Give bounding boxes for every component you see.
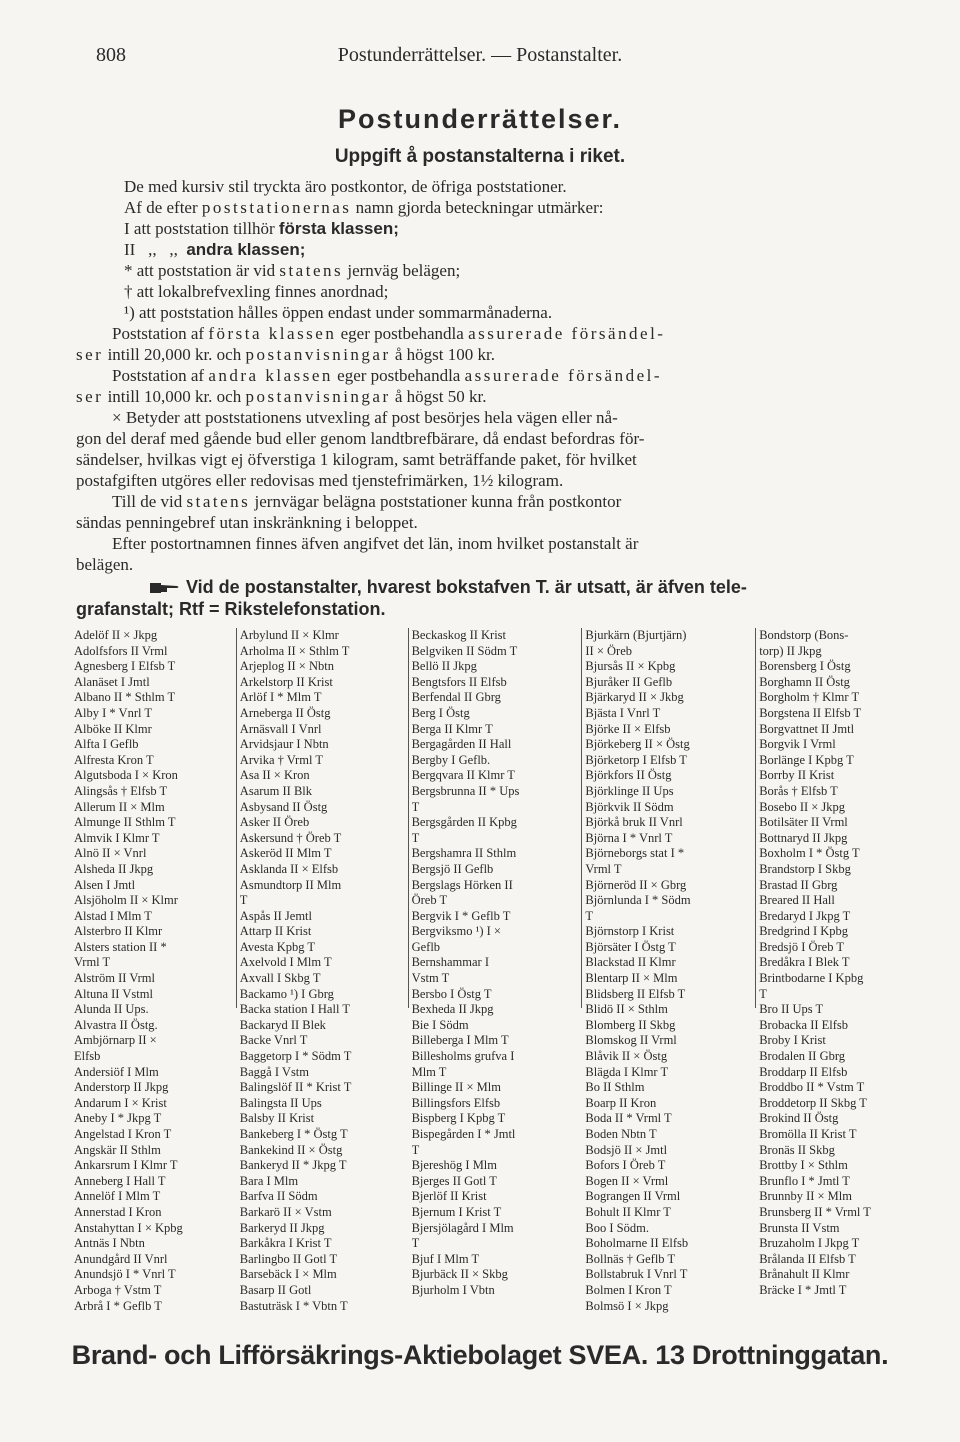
index-entry: Albano II * Sthlm T	[74, 690, 176, 705]
index-entry: Brunsta II Vstm	[759, 1220, 840, 1235]
index-entry: Ankarsrum I Klmr T	[74, 1158, 178, 1173]
index-entry: Asklanda II × Elfsb	[239, 861, 339, 876]
index-entry: Alby I * Vnrl T	[74, 705, 153, 720]
index-entry: Arvika † Vrml T	[239, 752, 323, 767]
index-entry: Brålanda II Elfsb T	[759, 1251, 856, 1266]
index-entry: Bosebo II × Jkpg	[759, 799, 846, 814]
index-entry: Axelvold I Mlm T	[239, 955, 332, 970]
index-entry: Alsen I Jmtl	[74, 877, 136, 892]
intro-line: ser intill 10,000 kr. och postanvisningar å högst 50 kr.	[76, 387, 487, 406]
index-entry: Bispberg I Kpbg T	[411, 1111, 506, 1126]
index-entry: Barkarö II × Vstm	[239, 1204, 332, 1219]
index-entry: Bjernum I Krist T	[411, 1204, 502, 1219]
index-entry: Barlingbo II Gotl T	[239, 1251, 338, 1266]
index-entry: T	[239, 893, 248, 908]
index-entry: Bondstorp (Bons-	[759, 628, 849, 642]
index-entry: Björneborgs stat I *	[585, 846, 685, 861]
index-entry: Asker II Öreb	[239, 815, 310, 830]
index-entry: Bredåkra I Blek T	[759, 955, 850, 970]
index-entry: Belgviken II Södm T	[411, 643, 518, 658]
index-entry: Anneberg I Hall T	[74, 1173, 166, 1188]
index-entry: Bjerges II Gotl T	[411, 1173, 497, 1188]
index-entry: Asa II × Kron	[239, 768, 310, 783]
index-entry: Alvastra II Östg.	[74, 1017, 158, 1032]
index-entry: Backa station I Hall T	[239, 1002, 350, 1017]
index-entry: Björsäter I Östg T	[585, 939, 676, 954]
index-entry: Bankekind II × Östg	[239, 1142, 343, 1157]
index-entry: Björke II × Elfsb	[585, 721, 671, 736]
intro-line: † att lokalbrefvexling finnes anordnad;	[124, 282, 389, 301]
index-entry: Blägda I Klmr T	[585, 1064, 669, 1079]
index-entry: Bernshammar I	[411, 955, 489, 970]
index-entry: Bjerlöf II Krist	[411, 1189, 487, 1204]
index-entry: Berg I Östg	[411, 705, 470, 720]
postal-station-index	[74, 628, 914, 1313]
index-entry: Bispegården I * Jmtl	[411, 1127, 516, 1141]
index-entry: Anstahyttan I × Kpbg	[74, 1220, 183, 1235]
index-entry: Bersbo I Östg T	[411, 986, 492, 1001]
index-entry: Arnäsvall I Vnrl	[239, 721, 322, 736]
telegraph-note	[76, 576, 906, 620]
index-entry: Baggetorp I * Södm T	[239, 1049, 352, 1064]
intro-line: postafgiften utgöres eller redovisas med tjenstefrimärken, 1½ kilogram.	[76, 471, 564, 490]
index-entry: Bastuträsk I * Vbtn T	[239, 1298, 348, 1313]
index-entry: Bergsjö II Geflb	[411, 861, 494, 876]
index-entry: Bromölla II Krist T	[759, 1127, 857, 1141]
intro-line: II ,, ,, andra klassen;	[124, 240, 306, 259]
index-column	[755, 628, 914, 1297]
index-entry: Elfsb	[74, 1049, 101, 1064]
index-column	[408, 628, 582, 1297]
index-entry: Björna I * Vnrl T	[585, 830, 673, 845]
index-entry: Vrml T	[585, 861, 622, 876]
index-entry: Bara I Mlm	[239, 1173, 299, 1188]
index-entry: Björkeberg II × Östg	[585, 737, 690, 752]
index-entry: Blåvik II × Östg	[585, 1049, 668, 1064]
index-entry: Brånahult II Klmr	[759, 1267, 850, 1282]
index-entry: Barkåkra I Krist T	[239, 1236, 332, 1251]
index-entry: Bergsbrunna II * Ups	[411, 783, 520, 798]
index-entry: Boxholm I * Östg T	[759, 846, 860, 861]
index-entry: Backaryd II Blek	[239, 1017, 326, 1032]
running-head: Postunderrättelser. — Postanstalter.	[337, 44, 623, 66]
index-entry: Borlänge I Kpbg T	[759, 752, 854, 767]
index-entry: Björneröd II × Gbrg	[585, 877, 687, 892]
index-entry: Balingslöf II * Krist T	[239, 1080, 352, 1095]
index-entry: Attarp II Krist	[239, 924, 312, 939]
footer-advertisement: Brand- och Lifförsäkrings-Aktiebolaget SVEA. 13 Drottninggatan.	[71, 1340, 889, 1370]
index-entry: Blomberg II Skbg	[585, 1017, 676, 1032]
index-entry: Bankeryd II * Jkpg T	[239, 1158, 347, 1173]
intro-line: Efter postortnamnen finnes äfven angifvet det län, inom hvilket postanstalt är	[112, 534, 639, 553]
index-entry: Arbrå I * Geflb T	[74, 1298, 162, 1313]
index-entry: Alsters station II *	[74, 939, 167, 954]
index-entry: Annerstad I Kron	[74, 1204, 162, 1219]
index-entry: Broby I Krist	[759, 1033, 826, 1048]
index-entry: Bankeberg I * Östg T	[239, 1127, 348, 1141]
pointing-hand-icon	[150, 581, 180, 595]
index-entry: Billinge II × Mlm	[411, 1080, 501, 1095]
section-title: Postunderrättelser.	[337, 104, 623, 134]
index-entry: Arbylund II × Klmr	[239, 628, 339, 642]
index-entry: Brandstorp I Skbg	[759, 861, 851, 876]
index-entry: Björkfors II Östg	[585, 768, 672, 783]
index-entry: Asbysand II Östg	[239, 799, 328, 814]
index-entry: Aneby I * Jkpg T	[74, 1111, 162, 1126]
index-entry: Breared II Hall	[759, 893, 835, 908]
index-entry: Asmundtorp II Mlm	[239, 877, 342, 892]
index-entry: Algutsboda I × Kron	[74, 768, 178, 783]
intro-line: I att poststation tillhör första klassen;	[124, 219, 399, 238]
index-entry: Alstad I Mlm T	[74, 908, 152, 923]
index-entry: Borås † Elfsb T	[759, 783, 838, 798]
index-entry: Antnäs I Nbtn	[74, 1236, 145, 1251]
index-entry: Arneberga II Östg	[239, 705, 331, 720]
index-entry: Ambjörnarp II ×	[74, 1033, 157, 1048]
index-entry: Anderstorp II Jkpg	[74, 1080, 169, 1095]
intro-line: Poststation af andra klassen eger postbehandla assurerade försändel-	[112, 366, 663, 385]
index-entry: Bodsjö II × Jmtl	[585, 1142, 668, 1157]
index-entry: Björnstorp I Krist	[585, 924, 675, 939]
index-entry: Bergslags Hörken II	[411, 877, 513, 892]
page-number: 808	[96, 44, 126, 66]
index-entry: Barsebäck I × Mlm	[239, 1267, 337, 1282]
index-entry: Arlöf I * Mlm T	[239, 690, 322, 705]
index-entry: Alfta I Geflb	[74, 737, 139, 752]
index-entry: Bredaryd I Jkpg T	[759, 908, 851, 923]
index-column	[236, 628, 408, 1313]
index-entry: Brintbodarne I Kpbg	[759, 971, 864, 986]
index-entry: Brokind II Östg	[759, 1111, 839, 1126]
index-entry: Avesta Kpbg T	[239, 939, 316, 954]
index-column	[74, 628, 236, 1313]
index-entry: Bogen II × Vrml	[585, 1173, 669, 1188]
index-entry: Bredgrind I Kpbg	[759, 924, 849, 939]
index-entry: Arholma II × Sthlm T	[239, 643, 350, 658]
index-entry: Adolfsfors II Vrml	[74, 643, 168, 658]
index-entry: Björketorp I Elfsb T	[585, 752, 687, 767]
index-entry: Boholmarne II Elfsb	[585, 1236, 689, 1251]
index-entry: Askersund † Öreb T	[239, 830, 342, 845]
index-entry: Bolmen I Kron T	[585, 1282, 672, 1297]
index-entry: Borrby II Krist	[759, 768, 835, 783]
index-entry: Andarum I × Krist	[74, 1095, 167, 1110]
index-entry: Bjursås II × Kpbg	[585, 659, 676, 674]
index-entry: Borghamn II Östg	[759, 674, 850, 689]
index-entry: Bollstabruk I Vnrl T	[585, 1267, 688, 1282]
index-entry: Aspås II Jemtl	[239, 908, 313, 923]
index-entry: Borgvattnet II Jmtl	[759, 721, 855, 736]
index-entry: Bottnaryd II Jkpg	[759, 830, 848, 845]
index-entry: Andersiöf I Mlm	[74, 1064, 159, 1079]
index-entry: Bjurholm I Vbtn	[411, 1282, 495, 1297]
index-entry: Askeröd II Mlm T	[239, 846, 332, 861]
index-entry: II × Öreb	[585, 643, 633, 658]
index-entry: Brunnby II × Mlm	[759, 1189, 852, 1204]
index-entry: Bjuf I Mlm T	[411, 1251, 480, 1266]
index-entry: Almvik I Klmr T	[74, 830, 160, 845]
index-entry: Alström II Vrml	[74, 971, 155, 986]
index-entry: Arjeplog II × Nbtn	[239, 659, 334, 674]
index-entry: Öreb T	[411, 893, 448, 908]
index-entry: Bjästa I Vnrl T	[585, 705, 661, 720]
index-entry: Vrml T	[74, 955, 111, 970]
index-entry: Bergvik I * Geflb T	[411, 908, 511, 923]
index-entry: Asarum II Blk	[239, 783, 313, 798]
index-entry: Boden Nbtn T	[585, 1127, 657, 1141]
index-entry: Alsheda II Jkpg	[74, 861, 154, 876]
index-entry: Baggå I Vstm	[239, 1064, 310, 1079]
index-entry: Bjereshög I Mlm	[411, 1158, 498, 1173]
index-entry: Bjärkaryd II × Jkbg	[585, 690, 684, 705]
intro-line: ser intill 20,000 kr. och postanvisningar å högst 100 kr.	[76, 345, 495, 364]
index-entry: Backamo ¹) I Gbrg	[239, 986, 334, 1001]
index-entry: Bergagården II Hall	[411, 737, 512, 752]
index-entry: Billingsfors Elfsb	[411, 1095, 501, 1110]
index-entry: Broddbo II * Vstm T	[759, 1080, 865, 1095]
index-entry: T	[411, 830, 420, 845]
index-entry: Blentarp II × Mlm	[585, 971, 678, 986]
index-entry: Botilsäter II Vrml	[759, 815, 848, 830]
index-entry: Bengtsfors II Elfsb	[411, 674, 507, 689]
index-entry: Brottby I × Sthlm	[759, 1158, 848, 1173]
index-entry: Anundgård II Vnrl	[74, 1251, 168, 1266]
telegraph-line: Vid de postanstalter, hvarest bokstafven T. är utsatt, är äfven tele-	[76, 576, 906, 598]
index-entry: Vstm T	[411, 971, 450, 986]
index-entry: Bronäs II Skbg	[759, 1142, 835, 1157]
index-entry: Beckaskog II Krist	[411, 628, 507, 642]
index-entry: Borensberg I Östg	[759, 659, 851, 674]
index-entry: Borgholm † Klmr T	[759, 690, 860, 705]
index-entry: Billesholms grufva I	[411, 1049, 515, 1064]
index-entry: T	[759, 986, 767, 1001]
intro-line: gon del deraf med gående bud eller genom landtbrefbärare, då endast befordras för-	[76, 429, 645, 448]
index-entry: Agnesberg I Elfsb T	[74, 659, 176, 674]
index-entry: Geflb	[411, 939, 441, 954]
index-entry: Brobacka II Elfsb	[759, 1017, 849, 1032]
index-entry: Angelstad I Kron T	[74, 1127, 172, 1141]
intro-line: * att poststation är vid statens jernväg belägen;	[124, 261, 461, 280]
intro-line: Poststation af första klassen eger postbehandla assurerade försändel-	[112, 324, 666, 343]
index-entry: Bexheda II Jkpg	[411, 1002, 494, 1017]
index-entry: Almunge II Sthlm T	[74, 815, 176, 830]
index-entry: Brodalen II Gbrg	[759, 1049, 846, 1064]
index-entry: Bergby I Geflb.	[411, 752, 491, 767]
index-entry: Boo I Södm.	[585, 1220, 649, 1235]
index-entry: Blidö II × Sthlm	[585, 1002, 668, 1017]
intro-line: De med kursiv stil tryckta äro postkontor, de öfriga poststationer.	[124, 177, 567, 196]
index-entry: Arkelstorp II Krist	[239, 674, 333, 689]
index-entry: Alsjöholm II × Klmr	[74, 893, 178, 908]
index-entry: Björnlunda I * Södm	[585, 893, 691, 908]
index-entry: Barkeryd II Jkpg	[239, 1220, 325, 1235]
intro-line: sändelser, hvilkas vigt ej öfverstiga 1 kilogram, samt beträffande paket, för hvilket	[76, 450, 637, 469]
index-entry: Boda II * Vrml T	[585, 1111, 672, 1126]
index-entry: T	[411, 799, 420, 814]
index-entry: Bergviksmo ¹) I ×	[411, 924, 501, 939]
index-entry: Brastad II Gbrg	[759, 877, 838, 892]
index-entry: Arboga † Vstm T	[74, 1282, 162, 1297]
index-entry: Alunda II Ups.	[74, 1002, 149, 1017]
index-entry: Björklinge II Ups	[585, 783, 674, 798]
index-entry: Bellö II Jkpg	[411, 659, 477, 674]
index-entry: Balingsta II Ups	[239, 1095, 322, 1110]
index-entry: Boarp II Kron	[585, 1095, 657, 1110]
index-entry: Bredsjö I Öreb T	[759, 939, 845, 954]
intro-line: sändas penningebref utan inskränkning i beloppet.	[76, 513, 418, 532]
index-entry: Alfresta Kron T	[74, 752, 154, 767]
index-entry: Bjurkärn (Bjurtjärn)	[585, 628, 687, 642]
index-entry: Bruzaholm I Jkpg T	[759, 1236, 860, 1251]
index-entry: Alingsås † Elfsb T	[74, 783, 168, 798]
index-entry: Arvidsjaur I Nbtn	[239, 737, 329, 752]
index-entry: Anundsjö I * Vnrl T	[74, 1267, 176, 1282]
index-entry: Alanäset I Jmtl	[74, 674, 150, 689]
index-entry: torp) II Jkpg	[759, 643, 822, 658]
index-entry: Backe Vnrl T	[239, 1033, 308, 1048]
index-entry: Björkå bruk II Vnrl	[585, 815, 683, 830]
index-entry: T	[411, 1236, 420, 1251]
index-entry: Alsterbro II Klmr	[74, 924, 163, 939]
index-entry: Bograngen II Vrml	[585, 1189, 681, 1204]
telegraph-line: grafanstalt; Rtf = Rikstelefonstation.	[76, 599, 386, 619]
index-entry: Blackstad II Klmr	[585, 955, 676, 970]
index-entry: Bolmsö I × Jkpg	[585, 1298, 669, 1313]
index-entry: Broddetorp II Skbg T	[759, 1095, 867, 1110]
index-entry: Axvall I Skbg T	[239, 971, 321, 986]
index-entry: Barfva II Södm	[239, 1189, 318, 1204]
index-entry: Blomskog II Vrml	[585, 1033, 677, 1048]
index-entry: Bjurbäck II × Skbg	[411, 1267, 508, 1282]
index-entry: Bräcke I * Jmtl T	[759, 1282, 847, 1297]
index-entry: Bollnäs † Geflb T	[585, 1251, 676, 1266]
index-entry: Bjersjölagård I Mlm	[411, 1220, 514, 1235]
index-entry: Basarp II Gotl	[239, 1282, 312, 1297]
index-entry: Bo II Sthlm	[585, 1080, 645, 1095]
index-entry: Angskär II Sthlm	[74, 1142, 161, 1157]
index-entry: Billeberga I Mlm T	[411, 1033, 509, 1048]
index-entry: T	[585, 908, 594, 923]
index-entry: Annelöf I Mlm T	[74, 1189, 161, 1204]
index-entry: Berga II Klmr T	[411, 721, 493, 736]
index-entry: Brunsberg II * Vrml T	[759, 1204, 871, 1219]
intro-line: ¹) att poststation hålles öppen endast under sommarmånaderna.	[124, 303, 553, 322]
intro-line: × Betyder att poststationens utvexling af post besörjes hela vägen eller nå-	[112, 408, 618, 427]
index-entry: Alböke II Klmr	[74, 721, 152, 736]
index-entry: Bjuråker II Geflb	[585, 674, 673, 689]
index-column	[581, 628, 755, 1313]
index-entry: Blidsberg II Elfsb T	[585, 986, 686, 1001]
index-entry: Adelöf II × Jkpg	[74, 628, 158, 642]
index-entry: Altuna II Vstml	[74, 986, 153, 1001]
index-entry: Broddarp II Elfsb	[759, 1064, 848, 1079]
index-entry: Bergsgården II Kpbg	[411, 815, 517, 830]
index-entry: T	[411, 1142, 420, 1157]
index-entry: Borgstena II Elfsb T	[759, 705, 862, 720]
index-entry: Bergqvara II Klmr T	[411, 768, 515, 783]
intro-text	[76, 176, 888, 575]
intro-line: belägen.	[76, 555, 134, 574]
index-entry: Bofors I Öreb T	[585, 1158, 666, 1173]
index-entry: Bro II Ups T	[759, 1002, 824, 1017]
section-subtitle: Uppgift å postanstalterna i riket.	[334, 146, 626, 167]
index-entry: Björkvik II Södm	[585, 799, 674, 814]
index-entry: Bohult II Klmr T	[585, 1204, 671, 1219]
index-entry: Brunflo I * Jmtl T	[759, 1173, 850, 1188]
index-entry: Balsby II Krist	[239, 1111, 315, 1126]
intro-line: Till de vid statens jernvägar belägna poststationer kunna från postkontor	[112, 492, 622, 511]
index-entry: Mlm T	[411, 1064, 447, 1079]
index-entry: Alnö II × Vnrl	[74, 846, 147, 861]
index-entry: Berfendal II Gbrg	[411, 690, 501, 705]
index-entry: Bie I Södm	[411, 1017, 469, 1032]
index-entry: Bergshamra II Sthlm	[411, 846, 517, 861]
index-entry: Borgvik I Vrml	[759, 737, 836, 752]
intro-line: Af de efter poststationernas namn gjorda beteckningar utmärker:	[124, 198, 604, 217]
index-entry: Allerum II × Mlm	[74, 799, 165, 814]
